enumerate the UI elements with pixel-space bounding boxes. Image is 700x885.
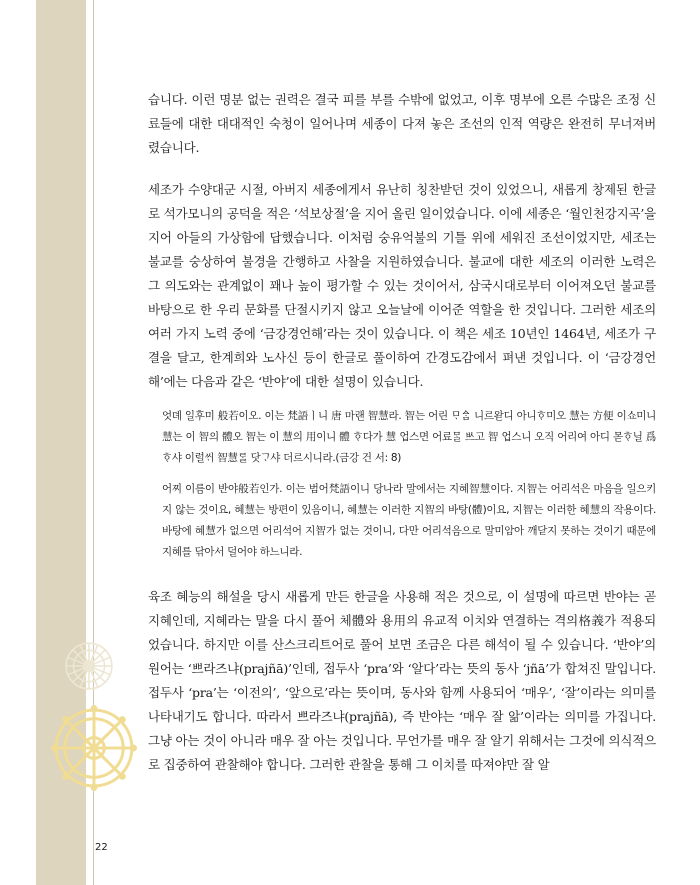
block-quote-middle-korean: 엇뎨 일후미 般若이오. 이는 梵語ㅣ니 唐 마랜 智慧라. 智는 어린 ᄆᆞᅀᆞᆷ 니르왇디 아니ᄒᆞ미오 慧는 方便 이쇼미니 慧는 이 智의 體오 智는 이 慧의 用이니 體 ᄒᆞ다가 慧 업스면 어료ᄆᆞᆯ ᄡᅳ고 智 업스니 오직 어리여 아디 몯ᄒᆞ닐 爲ᄒᆞ샤 이럴ᄊᆡ 智慧ᄅᆞᆯ 닷ᄀᆞ샤 더르시니라.(금강 건 서: 8) <box>162 410 656 464</box>
main-text-column <box>148 88 656 777</box>
page-number: 22 <box>95 842 108 853</box>
block-quote-modern-korean: 어찌 이름이 반야般若인가. 이는 범어梵語이니 당나라 말에서는 지혜智慧이다. 지智는 어리석은 마음을 일으키지 않는 것이요, 혜慧는 방편이 있음이니, 혜慧는 이러한 지智의 바탕(體)이요, 지智는 이러한 혜慧의 작용이다. 바탕에 혜慧가 없으면 어리석어 지智가 없는 것이니, 다만 어리석음으로 말미암아 깨닫지 못하는 것이기 때문에 지혜를 닦아서 덜어야 하느니라. <box>162 483 656 558</box>
body-paragraph: 육조 혜능의 해설을 당시 새롭게 만든 한글을 사용해 적은 것으로, 이 설명에 따르면 반야는 곧 지혜인데, 지혜라는 말을 다시 풀어 체體와 용用의 유교적 이치와 연결하는 격의格義가 적용되었습니다. 하지만 이를 산스크리트어로 풀어 보면 조금은 다른 해석이 될 수 있습니다. ‘반야’의 원어는 ‘쁘라즈냐(prajñā)’인데, 접두사 ‘pra’와 ‘알다’라는 뜻의 동사 ‘jñā’가 합쳐진 말입니다. 접두사 ‘pra’는 ‘이전의’, ‘앞으로’라는 뜻이며, 동사와 함께 사용되어 ‘매우’, ‘잘’이라는 의미를 나타내기도 합니다. 따라서 쁘라즈냐(prajñā), 즉 반야는 ‘매우 잘 앎’이라는 의미를 가집니다. 그냥 아는 것이 아니라 매우 잘 아는 것입니다. 무언가를 매우 잘 알기 위해서는 그것에 의식적으로 집중하여 관찰해야 합니다. 그러한 관찰을 통해 그 이치를 따져야만 잘 알 <box>148 589 656 772</box>
dharma-wheel-icon <box>51 705 137 791</box>
body-paragraph: 습니다. 이런 명분 없는 권력은 결국 피를 부를 수밖에 없었고, 이후 명부에 오른 수많은 조정 신료들에 대한 대대적인 숙청이 일어나며 세종이 다져 놓은 조선의 인적 역량은 완전히 무너져버렸습니다. <box>148 92 656 155</box>
body-paragraph: 세조가 수양대군 시절, 아버지 세종에게서 유난히 칭찬받던 것이 있었으니, 새롭게 창제된 한글로 석가모니의 공덕을 적은 ‘석보상절’을 지어 올린 일이었습니다. 이에 세종은 ‘월인천강지곡’을 지어 아들의 가상함에 답했습니다. 이처럼 숭유억불의 기틀 위에 세워진 조선이었지만, 세조는 불교를 숭상하여 불경을 간행하고 사찰을 지원하였습니다. 불교에 대한 세조의 이러한 노력은 그 의도와는 관계없이 꽤나 높이 평가할 수 있는 것이어서, 삼국시대로부터 이어져오던 불교를 바탕으로 한 우리 문화를 단절시키지 않고 오늘날에 이어준 역할을 한 것입니다. 그러한 세조의 여러 가지 노력 중에 ‘금강경언해’라는 것이 있습니다. 이 책은 세조 10년인 1464년, 세조가 구결을 달고, 한계희와 노사신 등이 한글로 풀이하여 간경도감에서 펴낸 것입니다. 이 ‘금강경언해’에는 다음과 같은 ‘반야’에 대한 설명이 있습니다. <box>148 182 656 389</box>
dharma-wheel-icon <box>63 640 115 692</box>
